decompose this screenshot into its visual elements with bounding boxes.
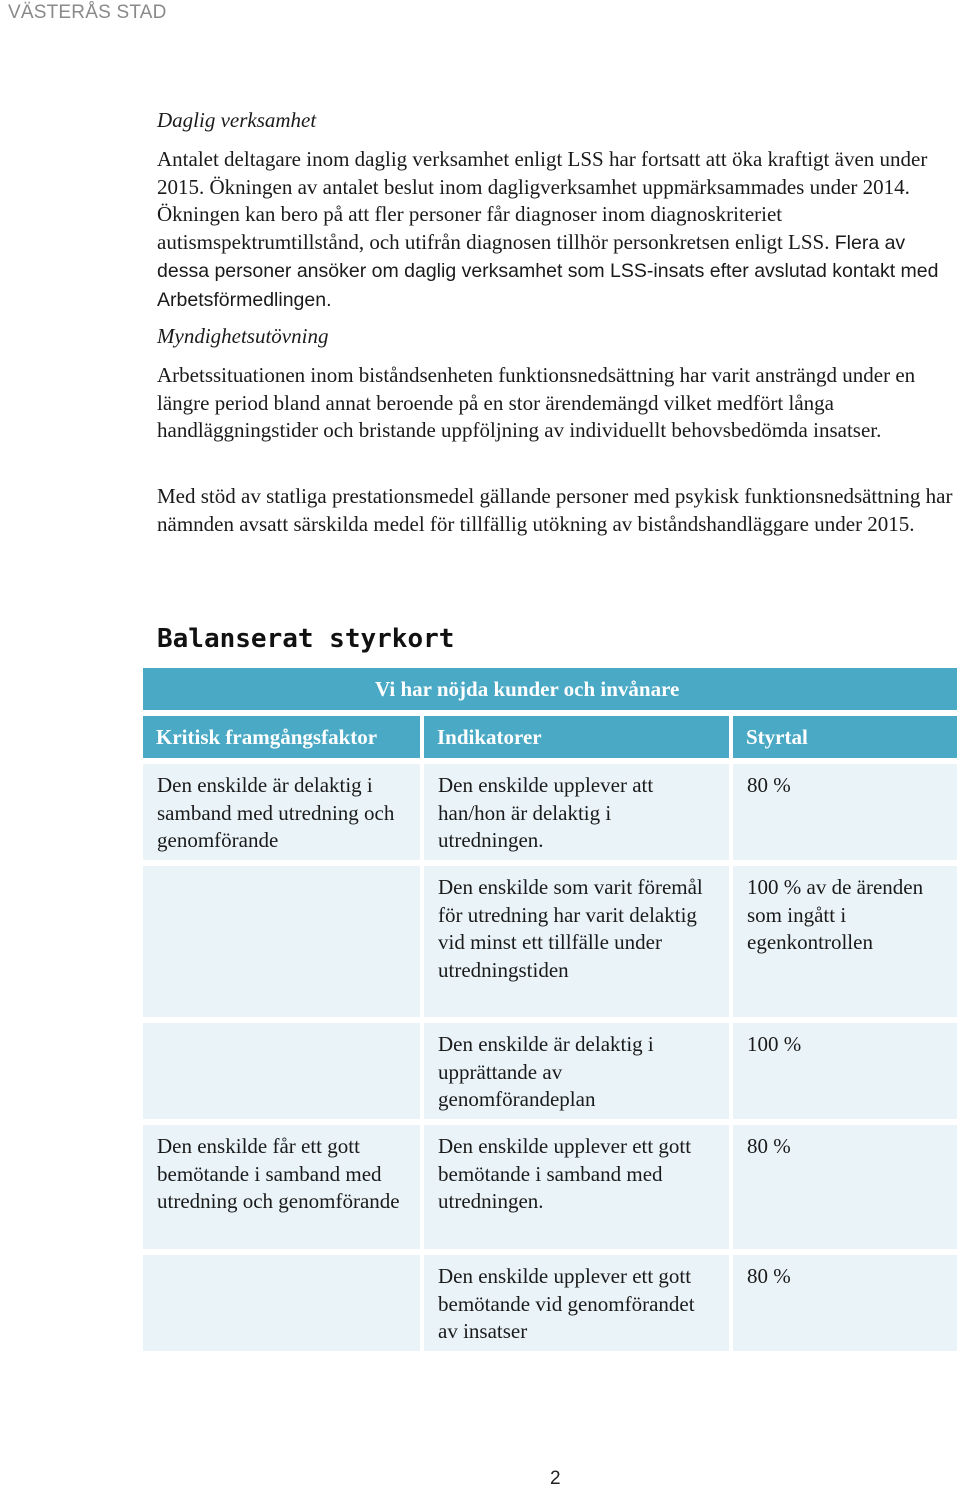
scorecard-goal-band — [143, 668, 957, 710]
paragraph-daglig-verksamhet — [157, 146, 957, 315]
row-indicator: Den enskilde upplever ett gott bemötande i samband med utredningen. — [424, 1125, 729, 1249]
paragraph-arbetssituation: Arbetssituationen inom biståndsenheten funktionsnedsättning har varit ansträngd under en längre period bland annat beroende på en stor ärendemängd vilket medfört långa handläggningstider och bristande uppföljning av individuellt behovsbedömda insatser. — [157, 363, 916, 443]
row-indicator: Den enskilde upplever att han/hon är delaktig i utredningen. — [424, 764, 729, 860]
row-target: 80 % — [733, 1255, 957, 1351]
row-indicator: Den enskilde är delaktig i upprättande av genomförandeplan — [424, 1023, 729, 1119]
row-indicator: Den enskilde upplever ett gott bemötande vid genomförandet av insatser — [424, 1255, 729, 1351]
table-row — [143, 764, 957, 860]
scorecard-table — [143, 668, 957, 1351]
org-name-header: VÄSTERÅS STAD — [8, 2, 167, 23]
row-target: 80 % — [733, 764, 957, 860]
row-factor — [143, 866, 420, 1017]
row-target: 100 % — [733, 1023, 957, 1119]
row-indicator: Den enskilde som varit föremål för utredning har varit delaktig vid minst ett tillfälle under utredningstiden — [424, 866, 729, 1017]
row-factor: Den enskilde får ett gott bemötande i samband med utredning och genomförande — [143, 1125, 420, 1249]
table-row — [143, 866, 957, 1017]
section-heading-myndighetsutovning: Myndighetsutövning — [157, 324, 329, 348]
row-factor — [143, 1023, 420, 1119]
paragraph-text-sans: Flera av dessa personer ansöker om daglig verksamhet som LSS-insats efter avslutad kontakt med Arbetsförmedlingen. — [157, 231, 939, 311]
paragraph-prestationsmedel: Med stöd av statliga prestationsmedel gällande personer med psykisk funktionsnedsättning har nämnden avsatt särskilda medel för tillfällig utökning av biståndshandläggare under 2015. — [157, 484, 953, 536]
scorecard-title: Balanserat styrkort — [157, 624, 455, 654]
table-row — [143, 1125, 957, 1249]
page-number: 2 — [550, 1468, 561, 1489]
row-factor: Den enskilde är delaktig i samband med utredning och genomförande — [143, 764, 420, 860]
row-target: 80 % — [733, 1125, 957, 1249]
row-factor — [143, 1255, 420, 1351]
scorecard-header-row — [143, 716, 957, 758]
scorecard-goal-title: Vi har nöjda kunder och invånare — [375, 676, 680, 701]
table-row — [143, 1023, 957, 1119]
paragraph-text-serif: Antalet deltagare inom daglig verksamhet enligt LSS har fortsatt att öka kraftigt även under 2015. Ökningen av antalet beslut inom dagligverksamhet uppmärksammades under 2014. Ökningen kan bero på att fler personer får diagnoser inom diagnoskriteriet autismspektrumtillstånd, och utifrån diagnosen tillhör personkretsen enligt LSS. — [157, 147, 928, 254]
header-target: Styrtal — [733, 716, 957, 758]
table-row — [143, 1255, 957, 1351]
header-indicators: Indikatorer — [424, 716, 729, 758]
header-critical-factor: Kritisk framgångsfaktor — [143, 716, 420, 758]
section-heading-daglig-verksamhet: Daglig verksamhet — [157, 108, 317, 132]
row-target: 100 % av de ärenden som ingått i egenkontrollen — [733, 866, 957, 1017]
